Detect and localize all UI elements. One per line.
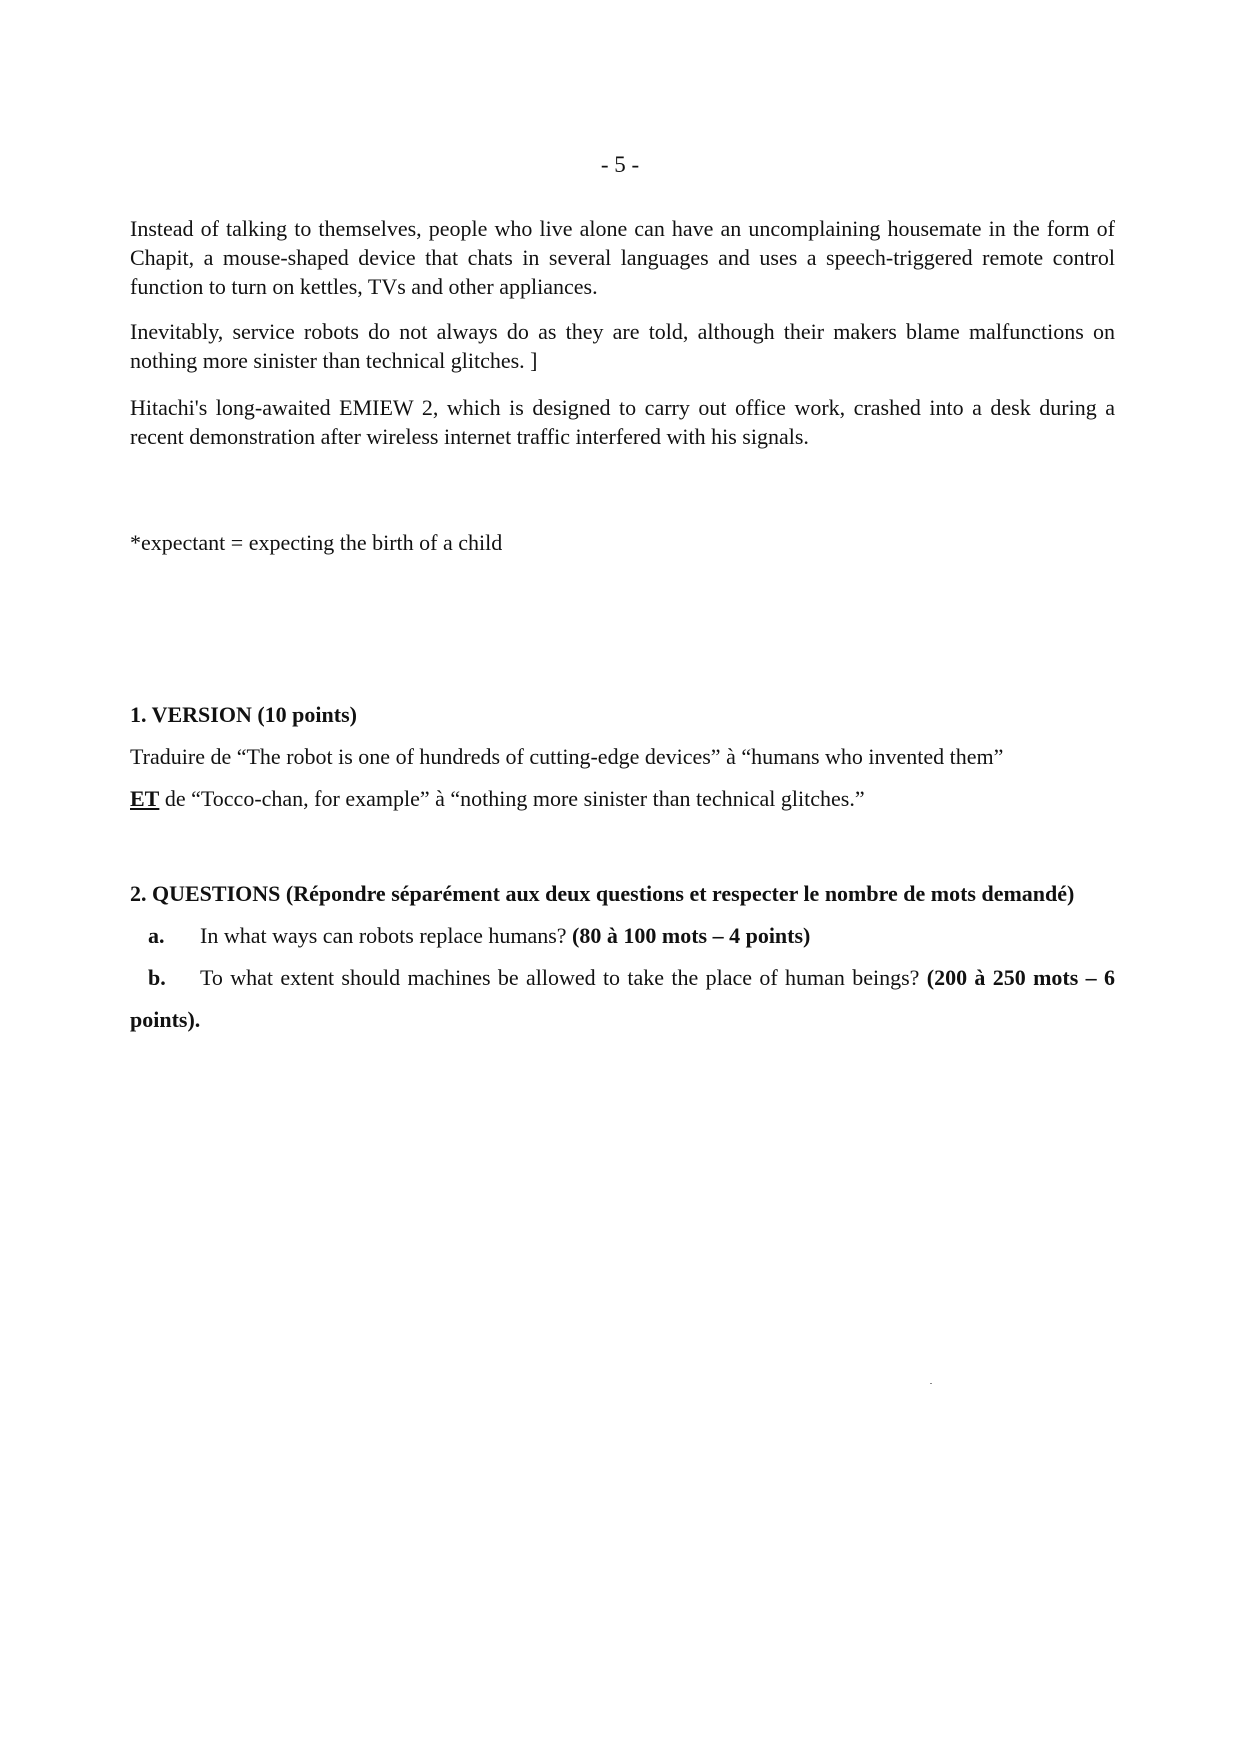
passage-paragraph: Instead of talking to themselves, people who live alone can have an uncomplaining housemate in the form of Chapit, a mouse-shaped device that chats in several languages and uses a speech-triggered remote control function to turn on kettles, TVs and other appliances. — [130, 216, 1115, 299]
version-line-2 — [130, 784, 1115, 814]
question-body: In what ways can robots replace humans? — [200, 923, 573, 948]
scan-artifact — [930, 1383, 932, 1384]
passage-paragraph: Hitachi's long-awaited EMIEW 2, which is designed to carry out office work, crashed into a desk during a recent demonstration after wireless internet traffic interfered with his signals. — [130, 395, 1115, 449]
question-points: (200 à 250 mots – 6 points). — [130, 965, 1115, 1032]
version-line-1: Traduire de “The robot is one of hundreds of cutting-edge devices” à “humans who invented them” — [130, 744, 1004, 769]
page-number: - 5 - — [600, 152, 640, 177]
question-item — [130, 957, 1115, 1041]
version-heading: 1. VERSION (10 points) — [130, 702, 357, 727]
question-text — [200, 915, 810, 957]
question-letter: a. — [148, 923, 165, 948]
question-item — [130, 915, 1115, 957]
question-letter: b. — [148, 965, 166, 990]
question-points: (80 à 100 mots – 4 points) — [572, 923, 811, 948]
questions-heading: 2. QUESTIONS (Répondre séparément aux deux questions et respecter le nombre de mots demandé) — [130, 881, 1075, 906]
version-line-2-text: de “Tocco-chan, for example” à “nothing more sinister than technical glitches.” — [159, 786, 865, 811]
question-body: To what extent should machines be allowed to take the place of human beings? — [200, 965, 927, 990]
questions-section — [130, 873, 1115, 1041]
et-label: ET — [130, 786, 160, 811]
footnote: *expectant = expecting the birth of a child — [130, 530, 503, 555]
version-section — [130, 700, 1115, 814]
passage-paragraph: Inevitably, service robots do not always do as they are told, although their makers blame malfunctions on nothing more sinister than technical glitches. ] — [130, 319, 1115, 373]
